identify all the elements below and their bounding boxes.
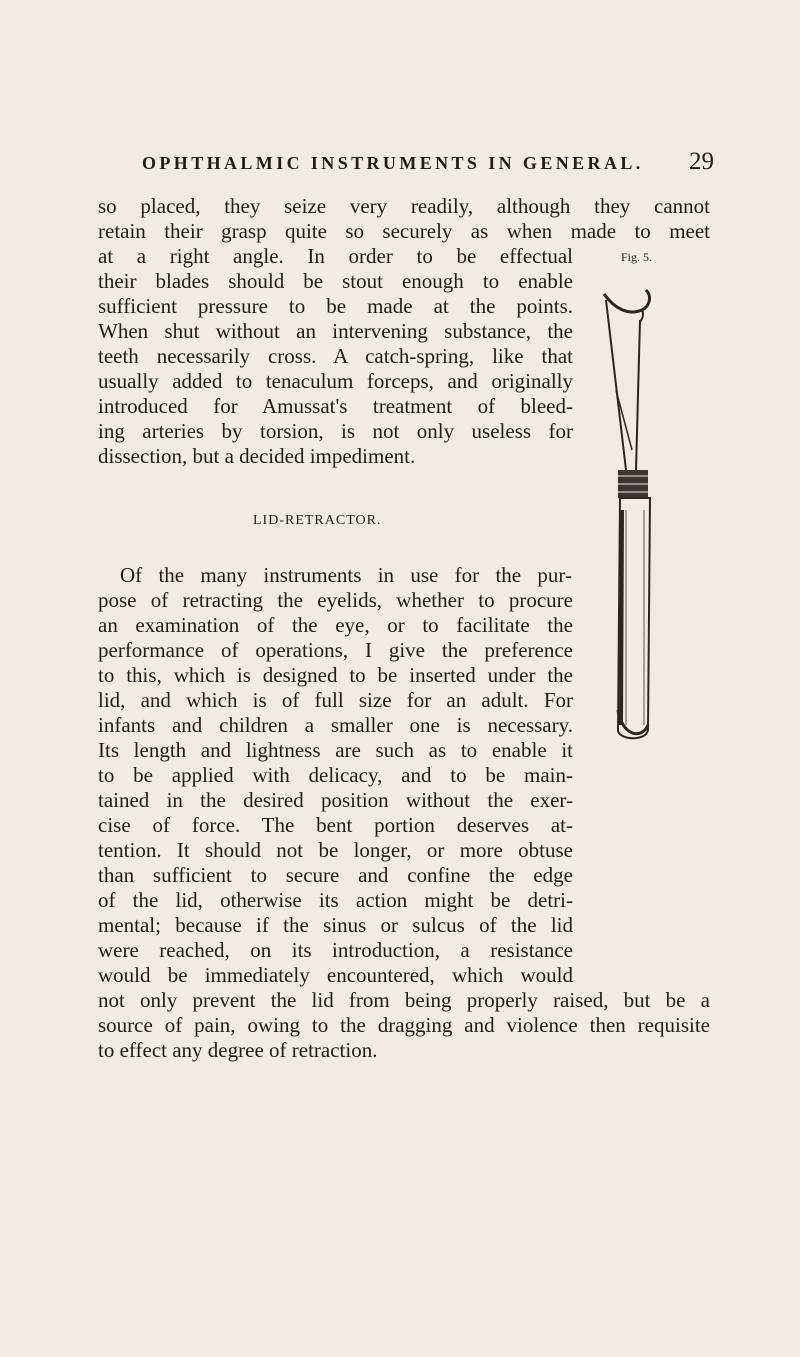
text-line: not only prevent the lid from being properly raised, but be a — [98, 988, 710, 1012]
text-line: at a right angle. In order to be effectual — [98, 244, 573, 268]
text-line: cise of force. The bent portion deserves at- — [98, 813, 573, 837]
text-line: their blades should be stout enough to enable — [98, 269, 573, 293]
text-line: to this, which is designed to be inserted under the — [98, 663, 573, 687]
text-line: to be applied with delicacy, and to be main- — [98, 763, 573, 787]
text-line: of the lid, otherwise its action might be detri- — [98, 888, 573, 912]
page-number: 29 — [689, 148, 714, 175]
text-line: usually added to tenaculum forceps, and originally — [98, 369, 573, 393]
page-header — [142, 148, 714, 176]
text-line: pose of retracting the eyelids, whether to procure — [98, 588, 573, 612]
text-line: tention. It should not be longer, or more obtuse — [98, 838, 573, 862]
text-line: lid, and which is of full size for an adult. For — [98, 688, 573, 712]
text-line: ing arteries by torsion, is not only useless for — [98, 419, 573, 443]
lid-retractor-icon — [596, 270, 676, 750]
text-line: source of pain, owing to the dragging and violence then requisite — [98, 1013, 710, 1037]
text-line: an examination of the eye, or to facilitate the — [98, 613, 573, 637]
text-line: Its length and lightness are such as to enable it — [98, 738, 573, 762]
text-line: mental; because if the sinus or sulcus of the lid — [98, 913, 573, 937]
text-line: retain their grasp quite so securely as when made to meet — [98, 219, 710, 243]
section-heading: LID-RETRACTOR. — [253, 513, 382, 528]
text-line: teeth necessarily cross. A catch-spring, like that — [98, 344, 573, 368]
text-line: dissection, but a decided impediment. — [98, 444, 416, 468]
text-line: would be immediately encountered, which would — [98, 963, 573, 987]
text-line: so placed, they seize very readily, although they cannot — [98, 194, 710, 218]
text-line: When shut without an intervening substance, the — [98, 319, 573, 343]
text-line: than sufficient to secure and confine the edge — [98, 863, 573, 887]
text-line: introduced for Amussat's treatment of bleed- — [98, 394, 573, 418]
text-line: Of the many instruments in use for the pur- — [120, 563, 572, 587]
text-line: performance of operations, I give the preference — [98, 638, 573, 662]
text-line: infants and children a smaller one is necessary. — [98, 713, 573, 737]
text-line: tained in the desired position without the exer- — [98, 788, 573, 812]
running-title: OPHTHALMIC INSTRUMENTS IN GENERAL. — [142, 153, 644, 173]
text-line: sufficient pressure to be made at the points. — [98, 294, 573, 318]
figure-label: Fig. 5. — [621, 250, 653, 264]
text-line: were reached, on its introduction, a resistance — [98, 938, 573, 962]
text-line: to effect any degree of retraction. — [98, 1038, 378, 1062]
